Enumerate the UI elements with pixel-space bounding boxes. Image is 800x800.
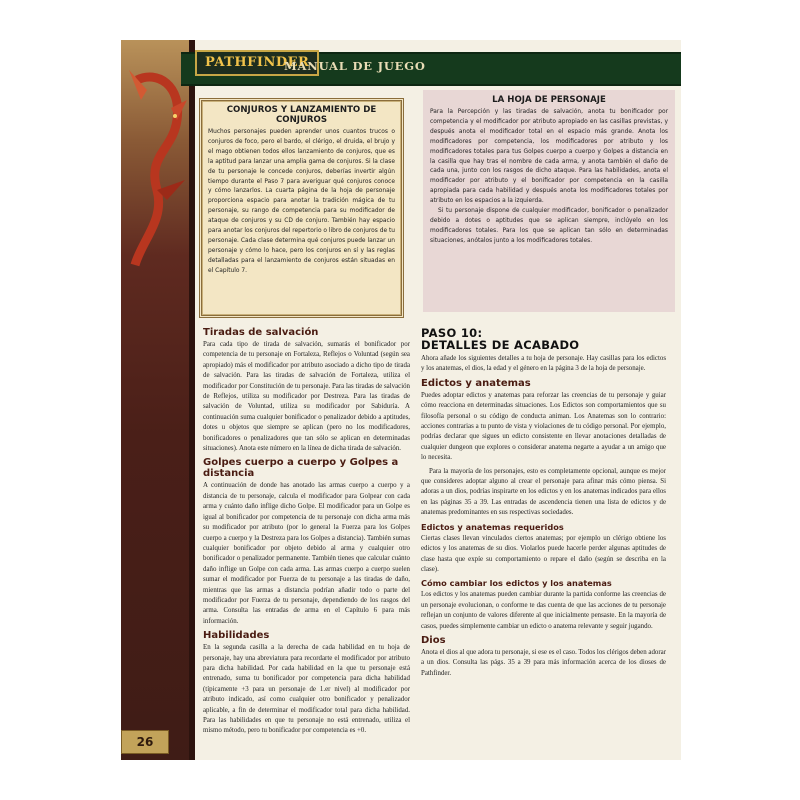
edicts-text: Para la mayoría de los personajes, esto es completamente opcional, aunque es mejor que consideres adoptar alguno al crear el personaje para afinar más cómo piensa. Si adoras a un dios, podrías inspirarte en los edictos y en los anatemas indicados para ellos en las páginas 35 a 39. Las entradas de ascendencia tienen una lista de edictos y de anatemas predominantes en sus respectivas sociedades.	[421, 467, 666, 517]
sidebar-conjuros-text: Muchos personajes pueden aprender unos cuantos trucos o conjuros de foco, pero el bardo, el clérigo, el druida, el brujo y el mago obtienen todos ellos lanzamiento de conjuros, que es la aptitud para lanzar una amplia gama de conjuros. Si la clase de tu personaje le concede conjuros, deberías invertir algún tiempo durante el Paso 7 para averiguar qué conjuros conoce y cómo lanzarlos. La cuarta página de la hoja de personaje proporciona espacio para anotar la tradición mágica de tu personaje, su rango de competencia para su modificador de ataque de conjuros y su CD de conjuro. También hay espacio para anotar los conjuros del repertorio o libro de conjuros de tu personaje. Cada clase determina qué conjuros puede lanzar un personaje y cómo lo hace, pero los conjuros en sí y las reglas detalladas para el lanzamiento de conjuros están situadas en el Capítulo 7.	[208, 129, 395, 274]
edicts-text: Puedes adoptar edictos y anatemas para reforzar las creencias de tu personaje y guiar cómo reacciona en determinadas situaciones. Los Edictos son comportamientos que su filosofía personal o su código de conducta animan. Los Anatemas son lo contrario: acciones contrarias a tu punto de vista y violaciones de tu código personal. Por ejemplo, podrías declarar que sigues un edicto consistente en llevar anotaciones detalladas de cualquier dungeon que explores o considerar anatema negarte a ayudar a un amigo que lo necesita.	[421, 391, 666, 462]
strikes-text: A continuación de donde has anotado las armas cuerpo a cuerpo y a distancia de tu personaje, calcula el modificador para Golpear con cada arma y cuánto daño inflige dicho Golpe. El modificador para un Golpe es igual al bonificador por competencia de tu personaje con dicha arma más su modificador por atributo (por lo general la Fuerza para los Golpes cuerpo a cuerpo y la Destreza para los Golpes a distancia). También sumas cualquier bonificador por objeto debido al arma y cualquier otro bonificador o penalizador permanente. También tienes que calcular cuánto daño inflige un Golpe con cada arma. Las armas cuerpo a cuerpo suelen sumar el modificador por Fuerza de tu personaje a las tiradas de daño, mientras que las armas a distancia podrían añadir todo o parte del modificador por Fuerza de tu personaje, dependiendo de los rasgos del arma. Consulta las entradas de arma en el Capítulo 6 para más información.	[203, 482, 410, 625]
sidebar-hoja-paragraph: Para la Percepción y las tiradas de salvación, anota tu bonificador por competencia y el modificador por atributo apropiado en las casillas previstas, y después anota el modificador total en el espacio más grande. Anota los modificadores por competencia, los modificadores por atributo y los modificadores totales para tus Golpes cuerpo a cuerpo y Golpes a distancia en la casilla que hay tras el nombre de cada arma, y anota también el daño de cada una, junto con los rasgos de dicho ataque. Para las habilidades, anota el modificador por atributo y el bonificador por competencia en la casilla apropiada para cada habilidad y después anota los modificadores totales por atributo en los espacios a la izquierda.	[430, 109, 668, 205]
dragon-illustration	[121, 40, 195, 760]
sidebar-hoja-personaje	[423, 90, 675, 312]
required-heading: Edictos y anatemas requeridos	[421, 521, 564, 532]
step-heading: PASO 10:	[421, 327, 483, 340]
deity-text: Anota el dios al que adora tu personaje, si ese es el caso. Todos los clérigos deben adorar a un dios. Consulta las págs. 35 a 39 para más información acerca de los dioses de Pathfinder.	[421, 648, 666, 677]
manual-title: MANUAL DE JUEGO	[284, 59, 426, 73]
sidebar-hoja-paragraph: Si tu personaje dispone de cualquier modificador, bonificador o penalizador debido a dotes o aptitudes que se aplican siempre, inclúyelo en los modificadores totales. Para los que se aplican tan sólo en determinadas situaciones, anótalos junto a los modificadores totales.	[430, 208, 668, 244]
deity-heading: Dios	[421, 634, 446, 646]
strikes-heading: Golpes cuerpo a cuerpo y Golpes a distancia	[203, 457, 399, 480]
page-spine	[189, 40, 195, 760]
skills-text: En la segunda casilla a la derecha de cada habilidad en tu hoja de personaje, hay una abreviatura para recordarte el modificador por atributo para dicha habilidad. Por cada habilidad en la que tu personaje está entrenado, suma tu bonificador por competencia para dicha habilidad (típicamente +3 para un personaje de 1.er nivel) al modificador por atributo indicado, así como cualquier otro bonificador y penalizador aplicable, a fin de determinar el modificador total para dicha habilidad. Para las habilidades en que tu personaje no está entrenado, utiliza el mismo método, pero tu bonificador por competencia es +0.	[203, 644, 410, 735]
book-page	[121, 40, 681, 760]
sidebar-hoja-title: LA HOJA DE PERSONAJE	[492, 95, 606, 105]
left-column	[203, 327, 410, 757]
change-text: Los edictos y los anatemas pueden cambiar durante la partida conforme las creencias de un personaje evolucionan, o conforme te das cuenta de que las acciones de tu personaje reflejan un conjunto de valores diferente al que inicialmente pensaste. En la mayoría de casos, puedes simplemente cambiar un edicto o anatema relevante y seguir jugando.	[421, 591, 666, 630]
saves-heading: Tiradas de salvación	[203, 327, 319, 338]
step-text: Ahora añade los siguientes detalles a tu hoja de personaje. Hay casillas para los edictos y los anatemas, el dios, la edad y el género en la página 3 de la hoja de personaje.	[421, 355, 666, 373]
skills-heading: Habilidades	[203, 630, 270, 642]
saves-text: Para cada tipo de tirada de salvación, sumarás el bonificador por competencia de tu personaje en Fortaleza, Reflejos o Voluntad (según sea apropiado) más el modificador por atributo asociado a dicho tipo de tirada de salvación. Para las tiradas de salvación de Fortaleza, utiliza el modificador por Constitución de tu personaje. Para las tiradas de salvación de Reflejos, utiliza su modificador por Destreza. Para las tiradas de salvación de Voluntad, utiliza su modificador por Sabiduría. A continuación suma cualquier bonificador o penalizador debido a aptitudes, dotes u objetos que siempre se aplican (pero no los modificadores, bonificadores o penalizadores que tan sólo se aplican en determinadas situaciones). Anota este número en la línea de dicha tirada de salvación.	[203, 341, 410, 453]
dragon-icon	[127, 60, 189, 270]
edicts-heading: Edictos y anatemas	[421, 377, 531, 389]
right-column	[421, 327, 666, 757]
step-subheading: DETALLES DE ACABADO	[421, 338, 580, 352]
sidebar-conjuros-title: CONJUROS Y LANZAMIENTO DE CONJUROS	[226, 105, 377, 125]
pathfinder-logo: PATHFINDER	[195, 50, 319, 76]
sidebar-conjuros	[199, 98, 404, 318]
page-number: 26	[121, 730, 169, 754]
change-heading: Cómo cambiar los edictos y los anatemas	[421, 578, 612, 589]
required-text: Ciertas clases llevan vinculados ciertos anatemas; por ejemplo un clérigo obtiene los edictos y los anatemas de su dios. Violarlos puede hacerle perder algunas aptitudes de clase hasta que expíe su comportamiento o repare el daño (según se describa en la clase).	[421, 534, 666, 573]
